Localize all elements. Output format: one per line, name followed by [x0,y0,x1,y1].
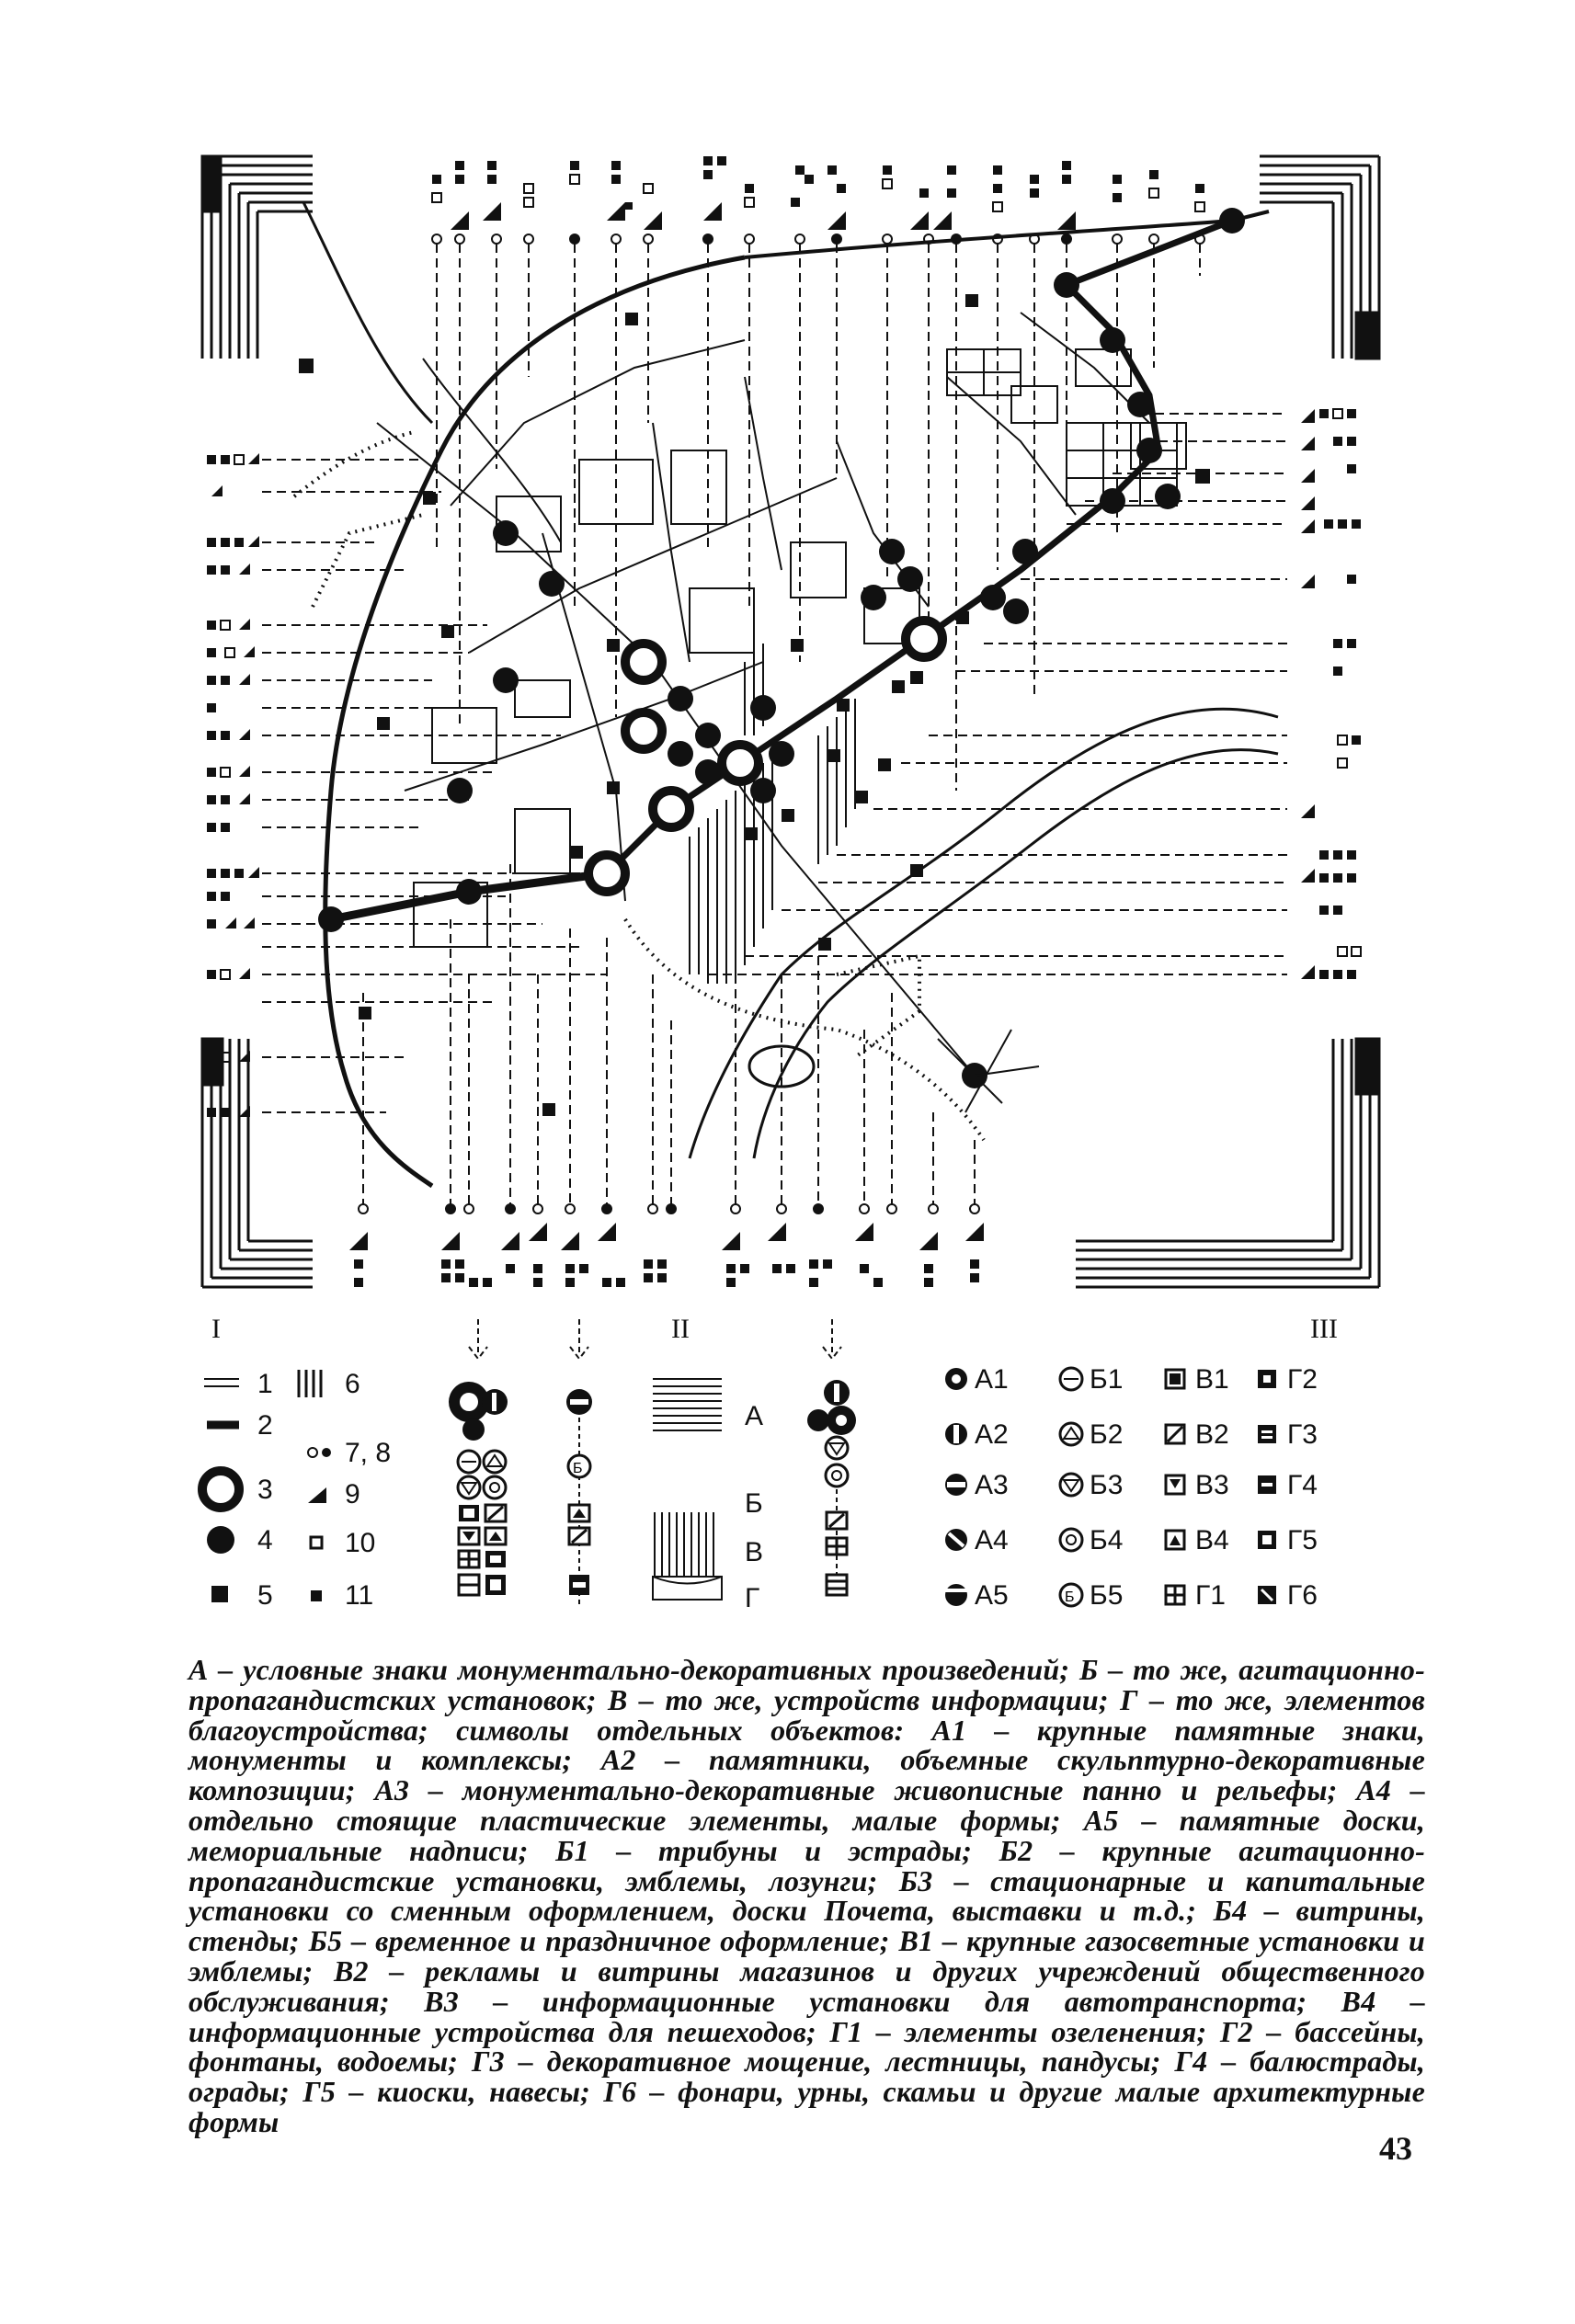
city-scheme-map [193,147,1388,1296]
bottom-connector-lines [363,864,975,1204]
code-v4: В4 [1195,1525,1229,1555]
bottom-symbol-strip [349,1223,984,1287]
corner-frame-top-left [202,156,313,359]
river-bank [754,750,1278,1158]
code-b4: Б4 [1090,1525,1124,1555]
dotted-boundary-west [294,432,423,607]
code-b5: Б5 [1090,1580,1124,1611]
legend-number-4: 4 [257,1525,273,1555]
code-b1: Б1 [1090,1364,1124,1395]
legend-symbol-column-3 [807,1380,856,1595]
code-v2: В2 [1195,1419,1229,1450]
legend-letter-v: В [745,1537,764,1567]
legend-letter-g: Г [745,1583,760,1613]
code-b2: Б2 [1090,1419,1124,1450]
legend-pattern-swatches [653,1379,763,1613]
figure-caption [188,1655,1425,2137]
legend-number-6: 6 [345,1369,360,1399]
page-number: 43 [1379,2130,1412,2167]
code-a5: А5 [975,1580,1009,1611]
code-a4: А4 [975,1525,1009,1555]
legend-letter-a: А [745,1401,764,1431]
code-a3: А3 [975,1470,1009,1500]
legend-number-3: 3 [257,1475,273,1505]
street-network [377,313,1186,1076]
legend-number-1: 1 [257,1369,273,1399]
legend-number-7-8: 7, 8 [345,1438,392,1468]
top-connector-dots [432,234,1204,244]
caption-text: А – условные знаки монументально-декоративных произведений; Б – то же, агитационно-пропагандистских установок; В – то же, устройств информации; Г – то же, элементов благоустройства; символы отдельных объектов: А1 – крупные памятные знаки, монументы и комплексы; А2 – памятники, объемные скульптурно-декоративные композиции; А3 – монументально-декоративные живописные панно и рельефы; А4 – отдельно стоящие пластические элементы, малые формы; А5 – памятные доски, мемориальные надписи; Б1 – трибуны и эстрады; Б2 – крупные агитационно-пропагандистские установки, эмблемы, лозунги; Б3 – стационарные и капитальные установки со сменным оформлением, доски Почета, выставки и т.д.; Б4 – витрины, стенды; Б5 – временное и праздничное оформление; В1 – крупные газосветные установки и эмблемы; В2 – рекламы и витрины магазинов и других учреждений общественного обслуживания; В3 – информационные установки для автотранспорта; В4 – информационные устройства для пешеходов; Г1 – элементы озеленения; Г2 – бассейны, фонтаны, водоемы; Г3 – декоративное мощение, лестницы, пандусы; Г4 – балюстрады, ограды; Г5 – киоски, навесы; Г6 – фонари, урны, скамьи и другие малые архитектурные формы [188,1653,1425,2138]
figure-legend [193,1315,1388,1636]
left-connector-lines [262,460,607,1112]
legend-number-2: 2 [257,1410,273,1441]
code-g4: Г4 [1287,1470,1318,1500]
top-symbol-strip [432,156,1204,230]
right-symbol-strip [1301,409,1361,979]
legend-symbol-column-1 [449,1382,508,1595]
legend-group-1: I [211,1315,221,1344]
legend-symbol-column-2 [566,1389,592,1604]
left-symbol-strip [207,453,259,1117]
code-a2: А2 [975,1419,1009,1450]
svg-text:Б: Б [573,1461,583,1476]
code-g3: Г3 [1287,1419,1318,1450]
code-g6: Г6 [1287,1580,1318,1611]
code-g1: Г1 [1195,1580,1226,1611]
southeast-junction [938,1030,1039,1112]
legend-arrows [469,1319,841,1359]
legend-number-11: 11 [345,1580,374,1611]
legend-code-table [945,1364,1318,1611]
code-v3: В3 [1195,1470,1229,1500]
legend-group-3: III [1310,1315,1338,1344]
code-v1: В1 [1195,1364,1229,1395]
legend-number-10: 10 [345,1528,376,1558]
svg-text:Б: Б [1065,1589,1075,1605]
code-a1: А1 [975,1364,1009,1395]
corner-frame-bottom-left [202,1039,313,1287]
code-g2: Г2 [1287,1364,1318,1395]
legend-number-5: 5 [257,1580,273,1611]
bottom-connector-dots [359,1204,979,1213]
corner-frame-bottom-right [1076,1039,1379,1287]
corner-frame-top-right [1260,156,1379,359]
legend-block-1 [202,1369,391,1611]
legend-letter-b: Б [745,1488,763,1519]
legend-group-2: II [671,1315,690,1344]
code-g5: Г5 [1287,1525,1318,1555]
code-b3: Б3 [1090,1470,1124,1500]
river [690,709,1278,1158]
legend-number-9: 9 [345,1479,360,1509]
outer-road-west [303,202,432,423]
eastern-district-grid [947,349,1177,506]
